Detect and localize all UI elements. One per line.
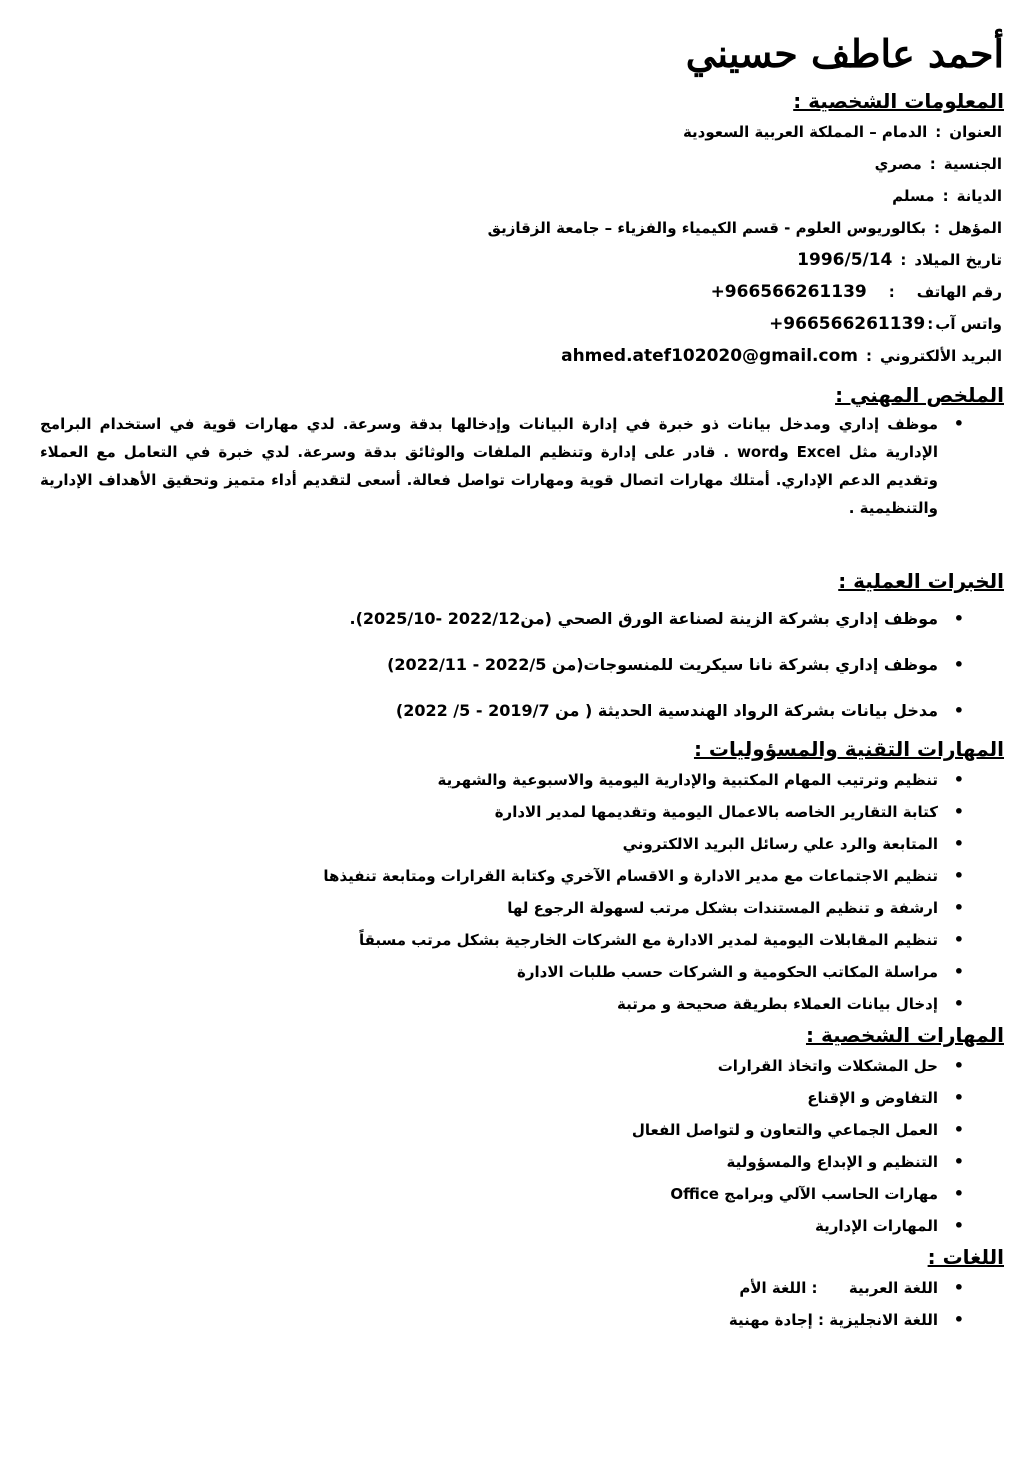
list-item: • اللغة العربية : اللغة الأم bbox=[20, 1272, 1004, 1304]
experience-heading: الخبرات العملية : bbox=[838, 569, 1004, 593]
summary-text: • موظف إداري ومدخل بيانات ذو خبرة في إدارة البيانات وإدخالها بدقة وسرعة. لدي مهارات قوية في استخدام البرامج الإدارية مثل Excel وword . قادر على إدارة وتنظيم الملفات والوثائق بدقة وسرعة. لدي خبرة في التعامل مع العملاء وتقديم الدعم الإداري. أمتلك مهارات اتصال قوية ومهارات تواصل فعالة. أسعى لتقديم أداء متميز وتحقيق الأهداف الإدارية والتنظيمية . bbox=[20, 410, 1004, 522]
personal-info-heading: المعلومات الشخصية : bbox=[793, 89, 1004, 113]
list-item: • التفاوض و الإقناع bbox=[20, 1082, 1004, 1114]
info-row-phone: رقم الهاتف:+966566261139 bbox=[710, 282, 1002, 302]
info-value: +966566261139 bbox=[769, 314, 926, 334]
experience-list bbox=[20, 596, 1004, 734]
info-label: الديانة bbox=[956, 187, 1002, 205]
info-label: البريد الألكتروني bbox=[880, 347, 1002, 365]
languages-list bbox=[20, 1272, 1004, 1336]
info-value: ahmed.atef102020@gmail.com bbox=[561, 346, 858, 366]
list-item: • مراسلة المكاتب الحكومية و الشركات حسب طلبات الادارة bbox=[20, 956, 1004, 988]
soft-skills-heading: المهارات الشخصية : bbox=[805, 1023, 1004, 1047]
info-row-nationality: الجنسية:مصري bbox=[874, 155, 1002, 173]
info-label: العنوان bbox=[949, 123, 1002, 141]
info-row-whatsapp: واتس آب:+966566261139 bbox=[769, 314, 1002, 334]
list-item: • التنظيم و الإبداع والمسؤولية bbox=[20, 1146, 1004, 1178]
list-item: • كتابة التقارير الخاصه بالاعمال اليومية وتقديمها لمدير الادارة bbox=[20, 796, 1004, 828]
list-item: • مدخل بيانات بشركة الرواد الهندسية الحديثة ( من 2019/7 - 5/ 2022) bbox=[20, 688, 1004, 734]
languages-heading: اللغات : bbox=[927, 1245, 1004, 1269]
list-item: • إدخال بيانات العملاء بطريقة صحيحة و مرتبة bbox=[20, 988, 1004, 1020]
list-item: • مهارات الحاسب الآلي وبرامج Office bbox=[20, 1178, 1004, 1210]
list-item: • تنظيم المقابلات اليومية لمدير الادارة مع الشركات الخارجية بشكل مرتب مسبقاً bbox=[20, 924, 1004, 956]
list-item: • موظف إداري بشركة الزينة لصناعة الورق الصحي (من2022/12 -2025/10). bbox=[20, 596, 1004, 642]
list-item: • تنظيم الاجتماعات مع مدير الادارة و الاقسام الآخري وكتابة القرارات ومتابعة تنفيذها bbox=[20, 860, 1004, 892]
personal-info-list bbox=[20, 116, 1004, 372]
summary-heading: الملخص المهني : bbox=[835, 383, 1004, 407]
info-value: 1996/5/14 bbox=[797, 250, 893, 270]
info-value: مصري bbox=[874, 155, 922, 173]
list-item: • اللغة الانجليزية : إجادة مهنية bbox=[20, 1304, 1004, 1336]
technical-skills-heading: المهارات التقنية والمسؤوليات : bbox=[693, 737, 1004, 761]
info-label: المؤهل bbox=[947, 219, 1002, 237]
info-row-birthdate: تاريخ الميلاد:1996/5/14 bbox=[797, 250, 1002, 270]
list-item: • حل المشكلات واتخاذ القرارات bbox=[20, 1050, 1004, 1082]
list-item: • العمل الجماعي والتعاون و لتواصل الفعال bbox=[20, 1114, 1004, 1146]
info-row-address: العنوان:الدمام – المملكة العربية السعودية bbox=[682, 123, 1002, 141]
info-value: مسلم bbox=[892, 187, 935, 205]
list-item: • موظف إداري بشركة نانا سيكريت للمنسوجات(من 2022/5 - 2022/11) bbox=[20, 642, 1004, 688]
info-label: تاريخ الميلاد bbox=[914, 251, 1002, 269]
info-row-religion: الديانة:مسلم bbox=[892, 187, 1002, 205]
info-value: +966566261139 bbox=[710, 282, 867, 302]
soft-skills-list bbox=[20, 1050, 1004, 1242]
technical-skills-list bbox=[20, 764, 1004, 1020]
info-value: بكالوريوس العلوم - قسم الكيمياء والفزياء – جامعة الزقازيق bbox=[487, 219, 926, 237]
list-item: • المهارات الإدارية bbox=[20, 1210, 1004, 1242]
list-item: • المتابعة والرد علي رسائل البريد الالكتروني bbox=[20, 828, 1004, 860]
candidate-name: أحمد عاطف حسيني bbox=[685, 31, 1004, 76]
info-value: الدمام – المملكة العربية السعودية bbox=[682, 123, 928, 141]
summary-list bbox=[20, 410, 1004, 522]
resume-page bbox=[20, 22, 1004, 1336]
list-item: • تنظيم وترتيب المهام المكتبية والإدارية اليومية والاسبوعية والشهرية bbox=[20, 764, 1004, 796]
list-item: • ارشفة و تنظيم المستندات بشكل مرتب لسهولة الرجوع لها bbox=[20, 892, 1004, 924]
info-label: واتس آب bbox=[935, 315, 1002, 333]
info-label: الجنسية bbox=[943, 155, 1002, 173]
info-row-email: البريد الألكتروني:ahmed.atef102020@gmail.com bbox=[561, 346, 1002, 366]
info-label: رقم الهاتف bbox=[916, 283, 1002, 301]
info-row-qualification: المؤهل:بكالوريوس العلوم - قسم الكيمياء والفزياء – جامعة الزقازيق bbox=[487, 219, 1002, 237]
